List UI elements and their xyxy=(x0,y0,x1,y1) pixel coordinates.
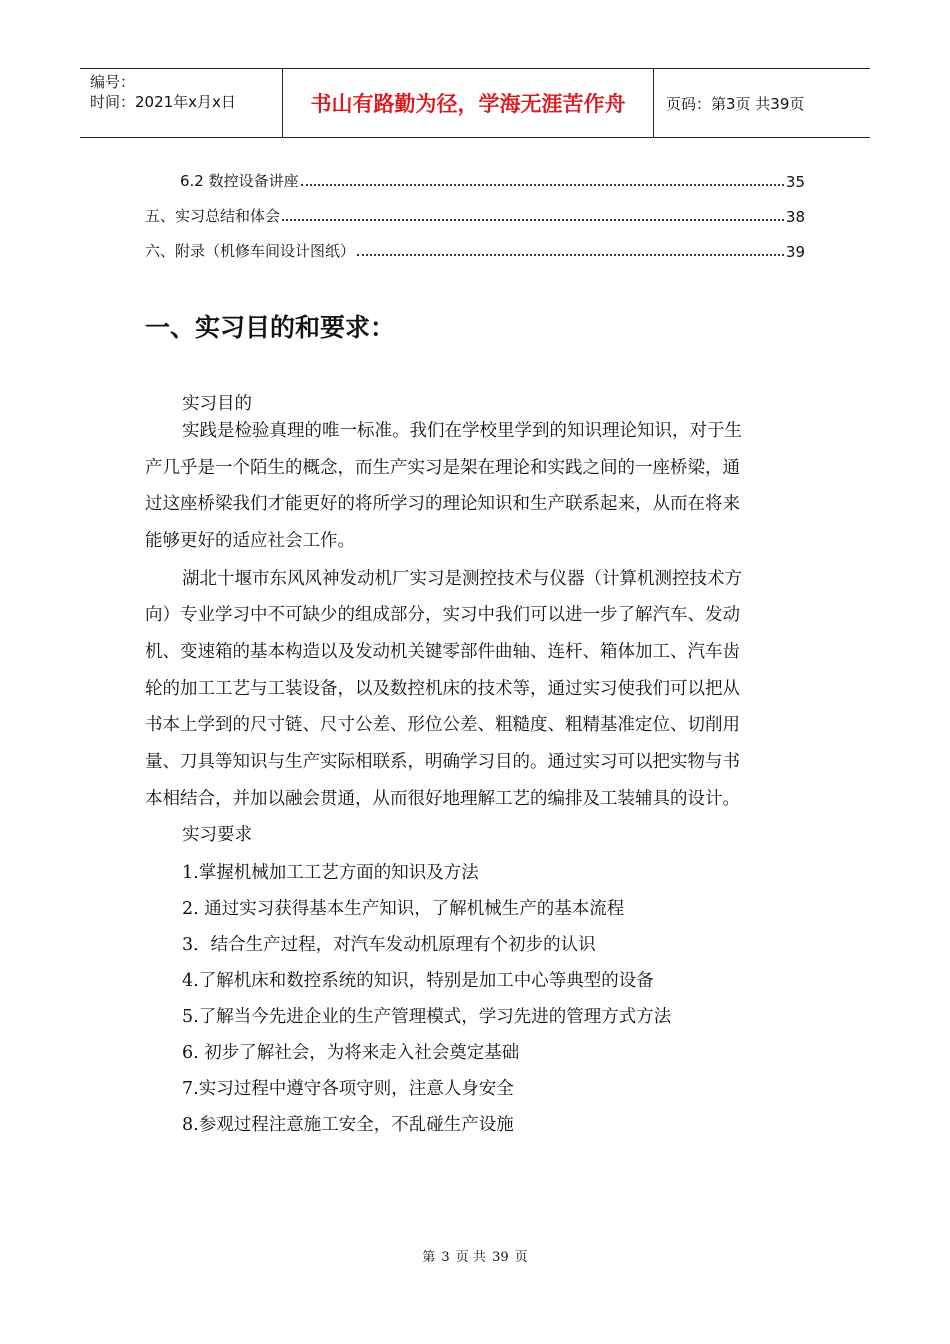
paragraph-line: 轮的加工工艺与工装设备，以及数控机床的技术等，通过实习使我们可以把从 xyxy=(145,679,740,699)
document-number-label: 编号： xyxy=(90,73,136,91)
purpose-heading: 实习目的 xyxy=(182,394,252,414)
header-meta-cell xyxy=(80,69,283,137)
requirement-item: 2. 通过实习获得基本生产知识，了解机械生产的基本流程 xyxy=(182,899,625,919)
footer-suffix: 页 xyxy=(514,1250,528,1265)
footer-prefix: 第 xyxy=(422,1250,436,1265)
paragraph-line: 本相结合，并加以融会贯通，从而很好地理解工艺的编排及工装辅具的设计。 xyxy=(145,789,740,809)
section-title: 一、实习目的和要求： xyxy=(145,313,396,342)
requirement-item: 6. 初步了解社会，为将来走入社会奠定基础 xyxy=(182,1043,520,1063)
toc-entry[interactable] xyxy=(145,237,805,261)
paragraph-line: 向）专业学习中不可缺少的组成部分，实习中我们可以进一步了解汽车、发动 xyxy=(145,605,740,625)
requirement-item: 7.实习过程中遵守各项守则，注意人身安全 xyxy=(182,1079,514,1099)
toc-leader-dots xyxy=(301,184,784,186)
paragraph-line: 能够更好的适应社会工作。 xyxy=(145,531,355,551)
toc-entry-title: 六、附录（机修车间设计图纸） xyxy=(145,242,356,260)
paragraph-line: 过这座桥梁我们才能更好的将所学习的理论知识和生产联系起来，从而在将来 xyxy=(145,494,740,514)
footer-page-number: 3 xyxy=(441,1250,450,1265)
page-header xyxy=(80,68,870,138)
paragraph-line: 实践是检验真理的唯一标准。我们在学校里学到的知识理论知识，对于生 xyxy=(182,421,742,441)
toc-entry-page: 35 xyxy=(785,173,805,191)
footer-total-pages: 39 xyxy=(492,1250,509,1265)
toc-leader-dots xyxy=(357,254,784,256)
header-motto: 书山有路勤为径，学海无涯苦作舟 xyxy=(283,69,654,137)
toc-entry[interactable] xyxy=(145,202,805,226)
requirement-item: 4.了解机床和数控系统的知识，特别是加工中心等典型的设备 xyxy=(182,971,654,991)
requirement-item: 5.了解当今先进企业的生产管理模式，学习先进的管理方式方法 xyxy=(182,1007,672,1027)
requirement-item: 1.掌握机械加工工艺方面的知识及方法 xyxy=(182,863,479,883)
toc-entry-page: 38 xyxy=(785,208,805,226)
paragraph-line: 书本上学到的尺寸链、尺寸公差、形位公差、粗糙度、粗精基准定位、切削用 xyxy=(145,715,740,735)
document-date-label: 时间：2021年x月x日 xyxy=(90,93,236,111)
toc-entry[interactable] xyxy=(180,167,805,191)
toc-entry-page: 39 xyxy=(785,243,805,261)
toc-entry-title: 五、实习总结和体会 xyxy=(145,207,281,225)
toc-entry-title: 6.2 数控设备讲座 xyxy=(180,172,299,190)
paragraph-line: 产几乎是一个陌生的概念，而生产实习是架在理论和实践之间的一座桥梁，通 xyxy=(145,458,740,478)
toc-leader-dots xyxy=(282,219,784,221)
page-footer xyxy=(0,1246,950,1265)
footer-mid: 页 共 xyxy=(455,1250,486,1265)
requirements-heading: 实习要求 xyxy=(182,825,252,845)
header-page-info: 页码：第3页 共39页 xyxy=(666,94,805,113)
paragraph-line: 湖北十堰市东风风神发动机厂实习是测控技术与仪器（计算机测控技术方 xyxy=(182,569,742,589)
requirement-item: 3．结合生产过程，对汽车发动机原理有个初步的认识 xyxy=(182,935,596,955)
requirement-item: 8.参观过程注意施工安全，不乱碰生产设施 xyxy=(182,1115,514,1135)
paragraph-line: 机、变速箱的基本构造以及发动机关键零部件曲轴、连杆、箱体加工、汽车齿 xyxy=(145,642,740,662)
paragraph-line: 量、刀具等知识与生产实际相联系，明确学习目的。通过实习可以把实物与书 xyxy=(145,752,740,772)
